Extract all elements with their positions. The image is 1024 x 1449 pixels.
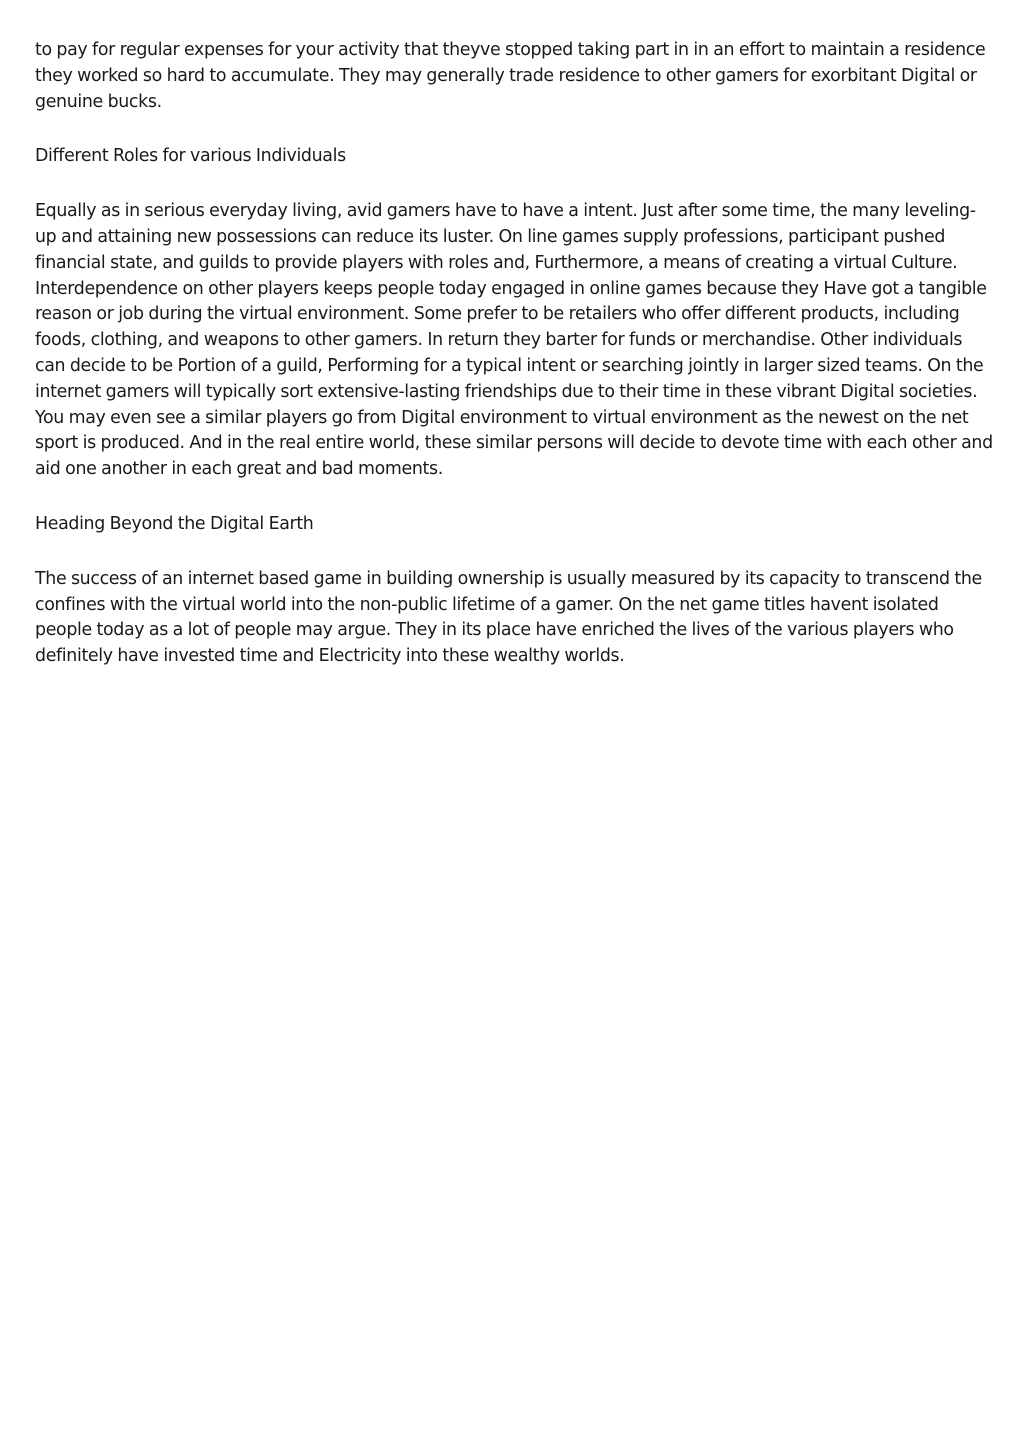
section-heading-roles: Different Roles for various Individuals (35, 146, 346, 167)
paragraph-beyond: The success of an internet based game in building ownership is usually measured by its capacity to transcend the confines with the virtual world into the non-public lifetime of a gamer. On the net game titles havent isolated people today as a lot of people may argue. They in its place have enriched the lives of the various players who definitely have invested time and Electricity into these wealthy worlds. (35, 568, 982, 667)
paragraph-intro: to pay for regular expenses for your activity that theyve stopped taking part in in an effort to maintain a residence they worked so hard to accumulate. They may generally trade residence to other gamers for exorbitant Digital or genuine bucks. (35, 40, 986, 112)
document-page (35, 38, 995, 699)
paragraph-roles: Equally as in serious everyday living, avid gamers have to have a intent. Just after some time, the many leveling-up and attaining new possessions can reduce its luster. On line games supply professions, participant pushed financial state, and guilds to provide players with roles and, Furthermore, a means of creating a virtual Culture. Interdependence on other players keeps people today engaged in online games because they Have got a tangible reason or job during the virtual environment. Some prefer to be retailers who offer different products, including foods, clothing, and weapons to other gamers. In return they barter for funds or merchandise. Other individuals can decide to be Portion of a guild, Performing for a typical intent or searching jointly in larger sized teams. On the internet gamers will typically sort extensive-lasting friendships due to their time in these vibrant Digital societies. You may even see a similar players go from Digital environment to virtual environment as the newest on the net sport is produced. And in the real entire world, these similar persons will decide to devote time with each other and aid one another in each great and bad moments. (35, 201, 993, 480)
section-heading-beyond: Heading Beyond the Digital Earth (35, 513, 314, 534)
